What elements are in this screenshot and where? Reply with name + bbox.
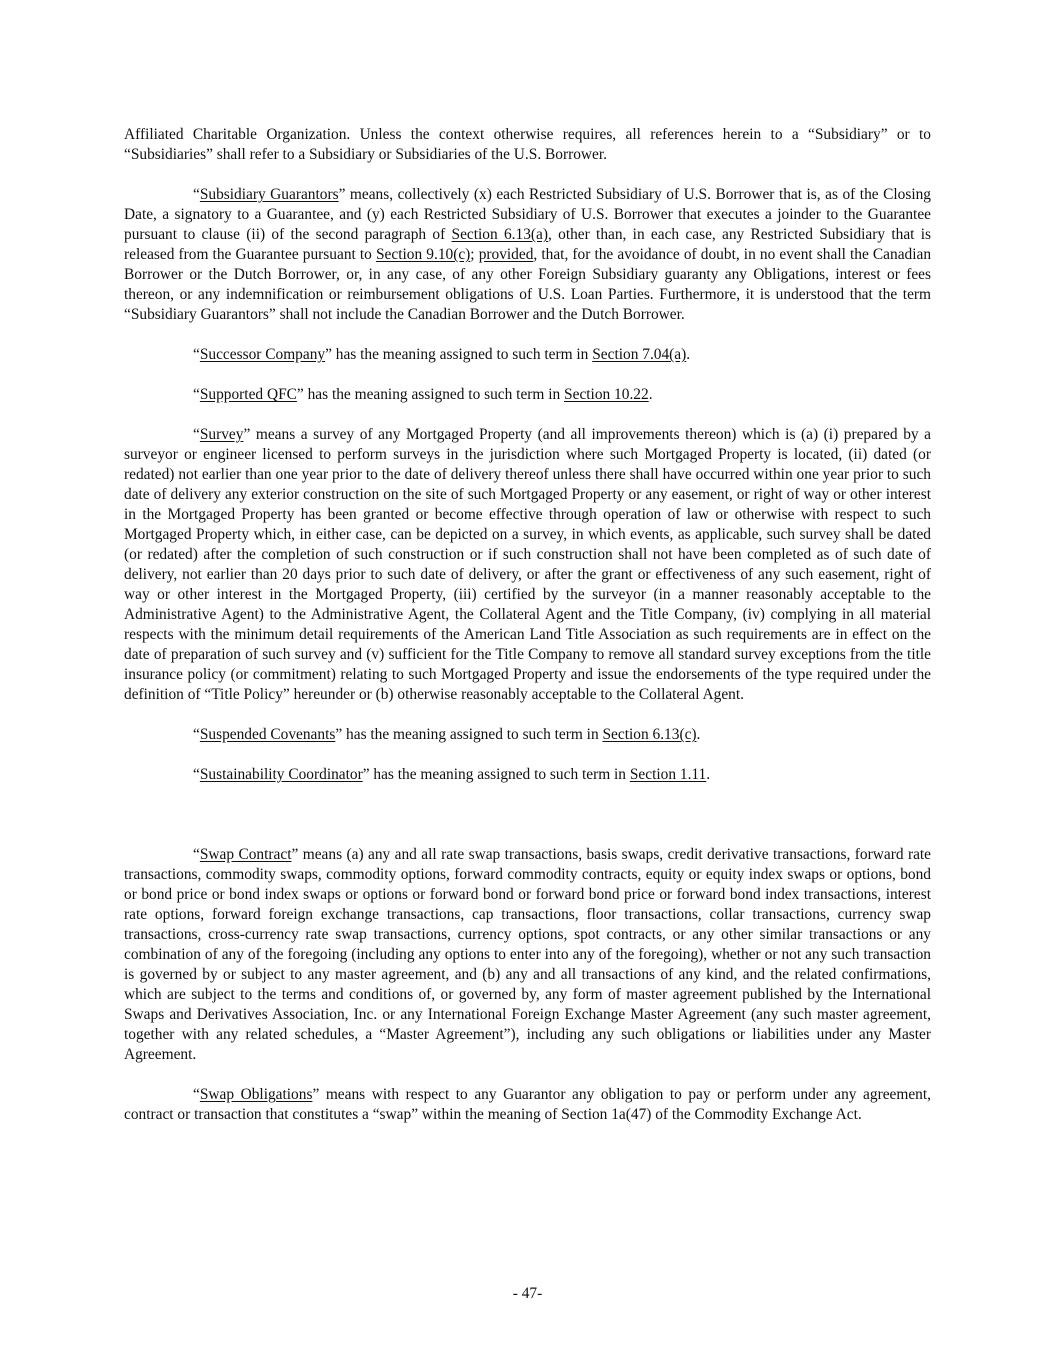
paragraph-text: Affiliated Charitable Organization. Unless the context otherwise requires, all references herein to a “Subsidiary” or to “Subsidiaries” shall refer to a Subsidiary or Subsidiaries of the U.S. Borrower. [124, 126, 931, 163]
definition-text: ” means (a) any and all rate swap transactions, basis swaps, credit derivative transactions, forward rate transactions, commodity swaps, commodity options, forward commodity contracts, equity or equity index swaps or options, bond or bond price or bond index swaps or options or forward bond or forward bond price or forward bond index transactions, interest rate options, forward foreign exchange transactions, cap transactions, floor transactions, collar transactions, currency swap transactions, cross-currency rate swap transactions, currency options, spot contracts, or any other similar transactions or any combination of any of the foregoing (including any options to enter into any of the foregoing), whether or not any such transaction is governed by or subject to any master agreement, and (b) any and all transactions of any kind, and the related confirmations, which are subject to the terms and conditions of, or governed by, any form of master agreement published by the International Swaps and Derivatives Association, Inc. or any International Foreign Exchange Master Agreement (any such master agreement, together with any related schedules, a “Master Agreement”), including any such obligations or liabilities under any Master Agreement. [124, 846, 932, 1063]
open-quote: “ [193, 766, 200, 783]
section-reference: Section 6.13(c) [602, 726, 697, 743]
definition-text: ” has the meaning assigned to such term in [296, 386, 565, 403]
open-quote: “ [193, 726, 200, 743]
open-quote: “ [193, 426, 200, 443]
open-quote: “ [193, 346, 200, 363]
definition-text: ” has the meaning assigned to such term in [362, 766, 630, 783]
defined-term: Successor Company [199, 346, 326, 363]
definition-subsidiary-guarantors [124, 185, 931, 325]
definition-text: . [648, 386, 653, 403]
spacer [124, 405, 931, 425]
defined-term: Survey [199, 426, 244, 443]
definition-text: ” has the meaning assigned to such term in [335, 726, 603, 743]
spacer [124, 325, 931, 345]
definition-text: ; [470, 246, 479, 263]
spacer [124, 365, 931, 385]
spacer [124, 745, 931, 765]
open-quote: “ [193, 186, 200, 203]
definition-text: , other than, in each case, any Restricted Subsidiary that is released from the Guarantee pursuant to [124, 226, 931, 263]
section-reference: Section 7.04(a) [592, 346, 687, 363]
definition-text: ” has the meaning assigned to such term in [325, 346, 593, 363]
document-page [124, 125, 931, 1125]
page-number: - 47- [512, 1285, 543, 1302]
definition-text: ” means a survey of any Mortgaged Property (and all improvements thereon) which is (a) (i) prepared by a surveyor or engineer licensed to perform surveys in the jurisdiction where such Mortgaged Property is located, (ii) dated (or redated) not earlier than one year prior to the date of delivery thereof unless there shall have occurred within one year prior to such date of delivery any exterior construction on the site of such Mortgaged Property or any easement, or right of way or other interest in the Mortgaged Property has been granted or become effective through operation of law or otherwise with respect to such Mortgaged Property which, in either case, can be depicted on a survey, in which events, as applicable, such survey shall be dated (or redated) after the completion of such construction or if such construction shall not have been completed as of such date of delivery, not earlier than 20 days prior to such date of delivery, or after the grant or effectiveness of any such easement, right of way or other interest in the Mortgaged Property, (iii) certified by the surveyor (in a manner reasonably acceptable to the Administrative Agent) to the Administrative Agent, the Collateral Agent and the Title Company, (iv) complying in all material respects with the minimum detail requirements of the American Land Title Association as such requirements are in effect on the date of preparation of such survey and (v) sufficient for the Title Company to remove all standard survey exceptions from the title insurance policy (or commitment) relating to such Mortgaged Property and issue the endorsements of the type required under the definition of “Title Policy” hereunder or (b) otherwise reasonably acceptable to the Collateral Agent. [124, 426, 931, 703]
definition-text: ” means, collectively (x) each Restricted Subsidiary of U.S. Borrower that is, as of the Closing Date, a signatory to a Guarantee, and (y) each Restricted Subsidiary of U.S. Borrower that executes a joinder to the Guarantee pursuant to clause (ii) of the second paragraph of [124, 186, 931, 243]
spacer [124, 705, 931, 725]
definition-text: . [686, 346, 691, 363]
definition-successor-company [124, 345, 931, 365]
section-reference: Section 1.11 [629, 766, 707, 783]
definition-sustainability-coordinator [124, 765, 931, 785]
open-quote: “ [193, 386, 200, 403]
definition-supported-qfc [124, 385, 931, 405]
definition-swap-obligations [124, 1085, 931, 1125]
open-quote: “ [193, 1086, 200, 1103]
definition-text: ” means with respect to any Guarantor any obligation to pay or perform under any agreement, contract or transaction that constitutes a “swap” within the meaning of Section 1a(47) of the Commodity Exchange Act. [124, 1086, 931, 1123]
defined-term: Supported QFC [199, 386, 297, 403]
open-quote: “ [193, 846, 200, 863]
spacer [124, 165, 931, 185]
definition-text: . [706, 766, 711, 783]
section-reference: Section 9.10(c) [376, 246, 471, 263]
section-reference: Section 6.13(a) [451, 226, 548, 243]
defined-term: Swap Obligations [199, 1086, 313, 1103]
spacer [124, 1065, 931, 1085]
paragraph-continuation [124, 125, 931, 165]
defined-term: Sustainability Coordinator [199, 766, 363, 783]
definition-swap-contract [124, 845, 931, 1065]
spacer [124, 785, 931, 845]
definition-text: . [696, 726, 701, 743]
provided-term: provided [478, 246, 534, 263]
definition-text: , that, for the avoidance of doubt, in no event shall the Canadian Borrower or the Dutch Borrower, or, in any case, of any other Foreign Subsidiary guaranty any Obligations, interest or fees thereon, or any indemnification or reimbursement obligations of U.S. Loan Parties. Furthermore, it is understood that the term “Subsidiary Guarantors” shall not include the Canadian Borrower and the Dutch Borrower. [124, 246, 932, 323]
defined-term: Subsidiary Guarantors [199, 186, 339, 203]
definition-survey [124, 425, 931, 705]
defined-term: Suspended Covenants [199, 726, 336, 743]
section-reference: Section 10.22 [564, 386, 649, 403]
defined-term: Swap Contract [199, 846, 292, 863]
definition-suspended-covenants [124, 725, 931, 745]
